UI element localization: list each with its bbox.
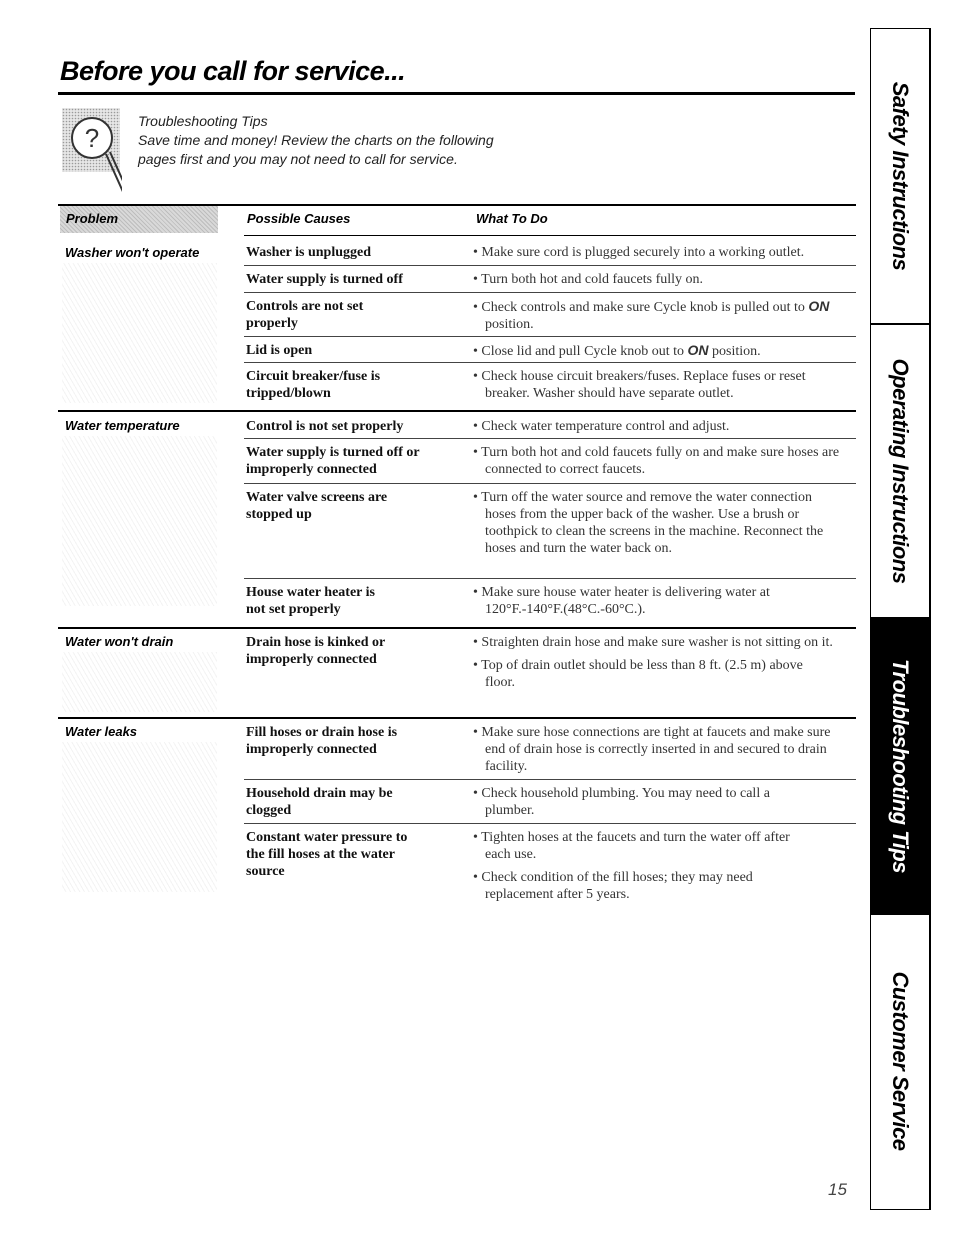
todo-text — [473, 298, 853, 339]
todo-item: • Make sure cord is plugged securely into a working outlet. — [473, 245, 805, 260]
cause-text: Drain hose is kinked or improperly connected — [246, 635, 385, 667]
row-divider — [244, 265, 856, 266]
problem-column-header — [60, 206, 218, 233]
todo-text — [473, 244, 853, 267]
todo-item: • Tighten hoses at the faucets and turn the water off after each use. — [473, 830, 790, 862]
row-divider — [244, 292, 856, 293]
tab-safety-instructions[interactable] — [871, 29, 929, 325]
todo-item: • Check house circuit breakers/fuses. Replace fuses or reset breaker. Washer should have separate outlet. — [473, 369, 806, 401]
cause-text: Constant water pressure to the fill hoses at the water source — [246, 830, 408, 879]
cause-text: Water valve screens are stopped up — [246, 490, 388, 522]
problem-label: Washer won't operate — [65, 245, 200, 260]
cause-text: House water heater is not set properly — [246, 585, 375, 617]
intro-line-2: pages first and you may not need to call for service. — [138, 151, 458, 167]
cause-text: Water supply is turned off or improperly connected — [246, 445, 420, 477]
todo-item: • Turn both hot and cold faucets fully on and make sure hoses are connected to correct faucets. — [473, 445, 840, 477]
todo-item: • Turn off the water source and remove the water connection hoses from the upper back of the washer. Use a brush or toothpick to clean the screens in the machine. Reconnect the hoses and turn the water back on. — [473, 490, 824, 556]
problem-pattern — [62, 742, 217, 892]
page-number: 15 — [828, 1180, 847, 1199]
todo-text — [473, 584, 803, 624]
todo-text — [473, 724, 833, 781]
row-divider — [244, 336, 856, 337]
intro-text — [138, 112, 494, 169]
tab-label: Troubleshooting Tips — [888, 658, 913, 874]
svg-text:?: ? — [84, 123, 100, 153]
question-magnifier-icon — [62, 108, 122, 198]
group-divider — [58, 410, 856, 412]
tab-label: Safety Instructions — [888, 81, 913, 271]
intro-heading: Troubleshooting Tips — [138, 113, 268, 129]
group-divider — [58, 627, 856, 629]
todo-text — [473, 444, 843, 484]
row-divider — [244, 578, 856, 579]
tab-customer-service[interactable] — [871, 915, 929, 1207]
group-divider — [58, 717, 856, 719]
page-title: Before you call for service... — [60, 56, 406, 86]
todo-item: • Turn both hot and cold faucets fully on. — [473, 272, 704, 287]
cause-text: Fill hoses or drain hose is improperly connected — [246, 725, 398, 757]
problem-pattern — [62, 652, 217, 712]
todo-item: • Straighten drain hose and make sure washer is not sitting on it. — [473, 635, 833, 650]
todo-item: • Check controls and make sure Cycle knob is pulled out to ON position. — [473, 298, 830, 332]
tab-operating-instructions[interactable] — [871, 325, 929, 619]
problem-pattern — [62, 263, 217, 403]
row-divider — [244, 438, 856, 439]
cause-text: Lid is open — [246, 343, 313, 358]
row-divider — [244, 823, 856, 824]
cause-text: Circuit breaker/fuse is tripped/blown — [246, 369, 381, 401]
tab-label: Operating Instructions — [888, 358, 913, 584]
problem-label: Water leaks — [65, 724, 138, 739]
todo-item: • Make sure hose connections are tight at faucets and make sure end of drain hose is correctly inserted in and secured to drain facility. — [473, 725, 831, 774]
todo-text — [473, 829, 818, 909]
cause-text: Household drain may be clogged — [246, 786, 393, 818]
section-sidebar — [870, 28, 931, 1210]
tab-troubleshooting-tips[interactable] — [871, 619, 929, 915]
todo-text — [473, 489, 833, 563]
header-underline — [244, 235, 856, 236]
todo-item: • Check water temperature control and adjust. — [473, 419, 730, 434]
todo-text — [473, 785, 783, 825]
cause-text: Controls are not set properly — [246, 299, 364, 331]
problem-header-label: Problem — [66, 211, 119, 226]
row-divider — [244, 483, 856, 484]
todo-column-header: What To Do — [476, 211, 548, 226]
intro-line-1: Save time and money! Review the charts on the following — [138, 132, 494, 148]
cause-text: Control is not set properly — [246, 419, 404, 434]
problem-label: Water won't drain — [65, 634, 174, 649]
todo-text — [473, 634, 833, 697]
cause-text: Washer is unplugged — [246, 245, 372, 260]
todo-item: • Top of drain outlet should be less than 8 ft. (2.5 m) above floor. — [473, 658, 803, 690]
todo-item: • Check household plumbing. You may need to call a plumber. — [473, 786, 770, 818]
todo-item: • Make sure house water heater is delivering water at 120°F.-140°F.(48°C.-60°C.). — [473, 585, 770, 617]
title-rule — [58, 92, 855, 95]
todo-text — [473, 368, 843, 408]
todo-item: • Close lid and pull Cycle knob out to ON position. — [473, 342, 761, 359]
problem-pattern — [62, 436, 217, 606]
row-divider — [244, 779, 856, 780]
todo-item: • Check condition of the fill hoses; they may need replacement after 5 years. — [473, 870, 753, 902]
tab-label: Customer Service — [888, 971, 913, 1151]
causes-column-header: Possible Causes — [247, 211, 351, 226]
row-divider — [244, 362, 856, 363]
cause-text: Water supply is turned off — [246, 272, 403, 287]
problem-label: Water temperature — [65, 418, 180, 433]
todo-text — [473, 271, 853, 294]
